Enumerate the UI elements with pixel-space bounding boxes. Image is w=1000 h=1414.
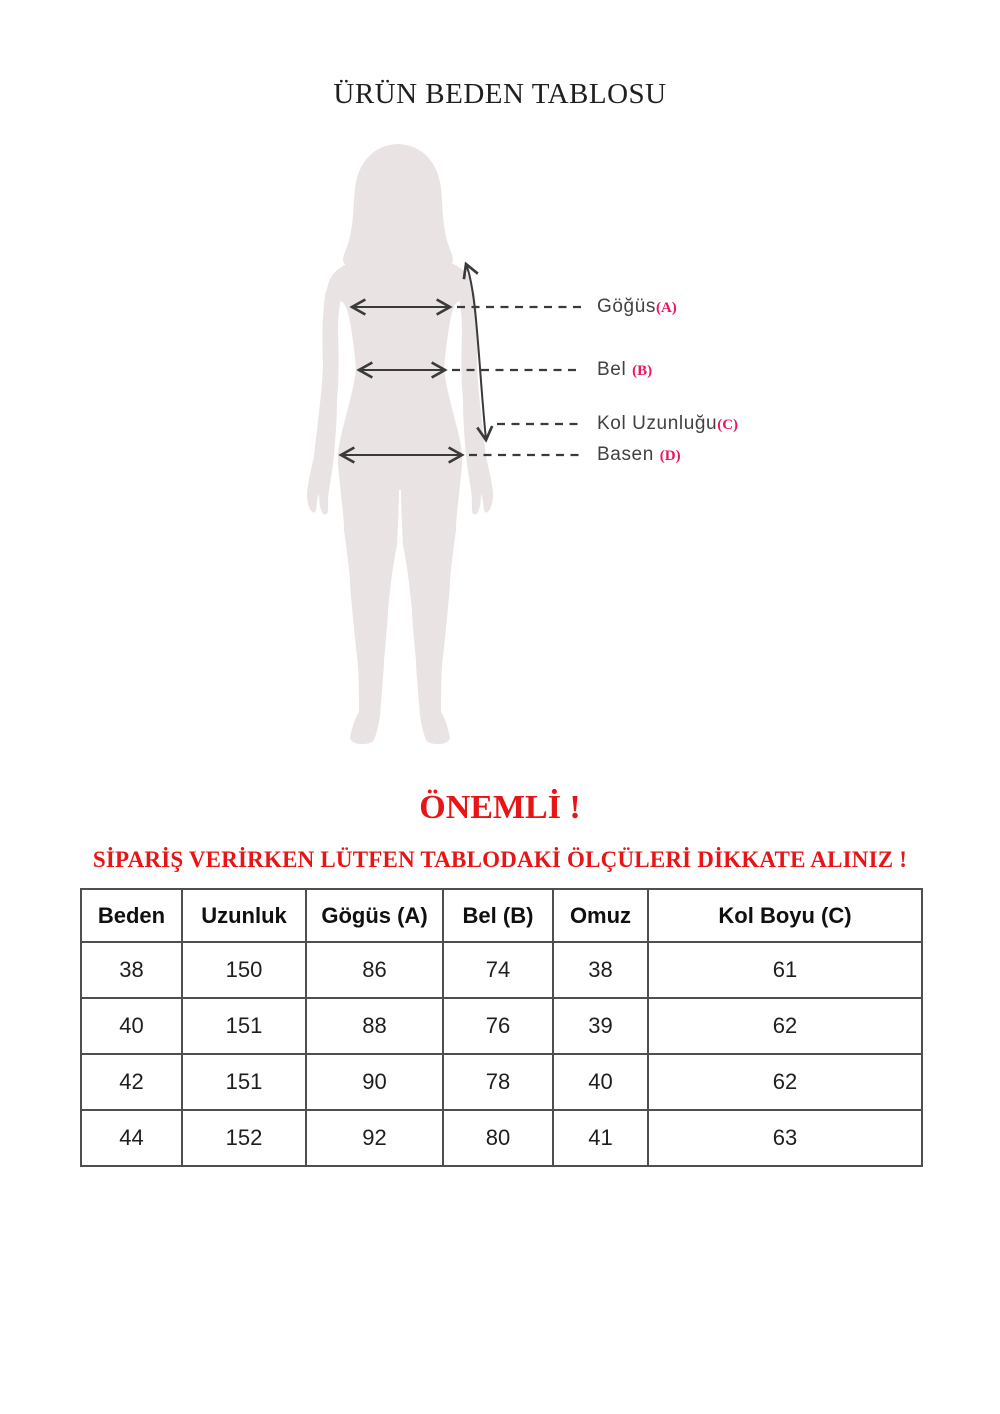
hip-label xyxy=(597,444,681,467)
table-cell: 151 xyxy=(182,1054,306,1110)
table-cell: 42 xyxy=(81,1054,182,1110)
table-cell: 44 xyxy=(81,1110,182,1166)
hip-label-text: Basen xyxy=(597,444,660,465)
table-cell: 88 xyxy=(306,998,443,1054)
col-header-bel: Bel (B) xyxy=(443,889,553,942)
arm-length-label-code: (C) xyxy=(717,417,739,433)
table-row xyxy=(81,1054,922,1110)
table-cell: 76 xyxy=(443,998,553,1054)
table-cell: 40 xyxy=(553,1054,648,1110)
table-cell: 38 xyxy=(81,942,182,998)
chest-label-text: Göğüs xyxy=(597,296,656,317)
size-table xyxy=(80,888,923,1167)
table-cell: 92 xyxy=(306,1110,443,1166)
waist-label xyxy=(597,359,652,382)
page-title: ÜRÜN BEDEN TABLOSU xyxy=(333,78,667,110)
silhouette-body xyxy=(327,244,473,744)
waist-label-text: Bel xyxy=(597,359,633,380)
important-heading: ÖNEMLİ ! xyxy=(419,789,581,826)
chest-label-code: (A) xyxy=(655,300,677,316)
table-cell: 40 xyxy=(81,998,182,1054)
table-row xyxy=(81,1110,922,1166)
table-header-row xyxy=(81,889,922,942)
table-cell: 62 xyxy=(648,998,922,1054)
waist-label-code: (B) xyxy=(632,363,653,379)
col-header-gogus: Gögüs (A) xyxy=(306,889,443,942)
hip-label-code: (D) xyxy=(659,448,681,464)
chest-label xyxy=(597,296,677,319)
table-cell: 78 xyxy=(443,1054,553,1110)
table-row xyxy=(81,998,922,1054)
arm-length-label-text: Kol Uzunluğu xyxy=(597,413,718,434)
col-header-beden: Beden xyxy=(81,889,182,942)
table-cell: 38 xyxy=(553,942,648,998)
col-header-uzunluk: Uzunluk xyxy=(182,889,306,942)
table-cell: 74 xyxy=(443,942,553,998)
table-cell: 39 xyxy=(553,998,648,1054)
warning-text: SİPARİŞ VERİRKEN LÜTFEN TABLODAKİ ÖLÇÜLERİ DİKKATE ALINIZ ! xyxy=(92,847,908,872)
table-cell: 41 xyxy=(553,1110,648,1166)
table-cell: 90 xyxy=(306,1054,443,1110)
arm-length-label xyxy=(597,413,738,436)
table-cell: 150 xyxy=(182,942,306,998)
table-cell: 80 xyxy=(443,1110,553,1166)
body-silhouette-diagram xyxy=(250,130,600,755)
col-header-kol-boyu: Kol Boyu (C) xyxy=(648,889,922,942)
table-cell: 62 xyxy=(648,1054,922,1110)
table-cell: 151 xyxy=(182,998,306,1054)
col-header-omuz: Omuz xyxy=(553,889,648,942)
table-cell: 61 xyxy=(648,942,922,998)
table-cell: 152 xyxy=(182,1110,306,1166)
table-row xyxy=(81,942,922,998)
table-cell: 63 xyxy=(648,1110,922,1166)
table-cell: 86 xyxy=(306,942,443,998)
